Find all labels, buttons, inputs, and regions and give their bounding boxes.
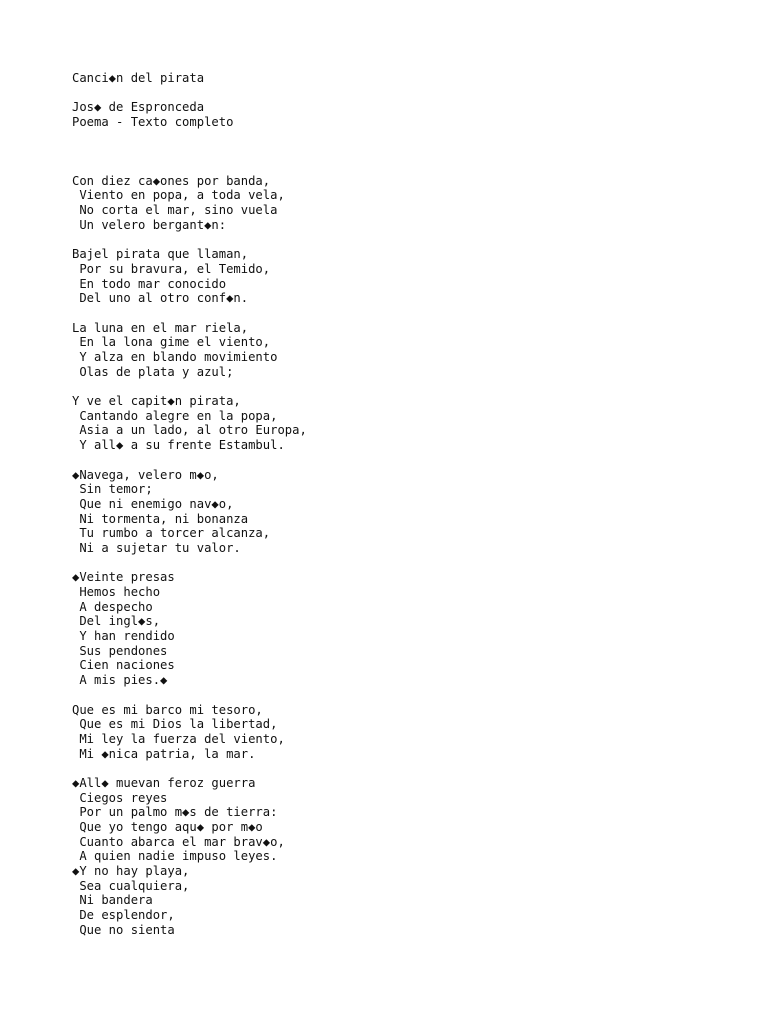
stanza <box>72 570 307 688</box>
verse-line: ◆Navega, velero m◆o, <box>72 467 219 482</box>
verse-line: Cien naciones <box>72 658 175 673</box>
verse-line: Que no sienta <box>72 922 175 937</box>
stanza <box>72 174 307 233</box>
verse-line: Hemos hecho <box>72 585 161 599</box>
verse-line: A quien nadie impuso leyes. <box>72 849 278 864</box>
verse-line: En todo mar conocido <box>72 276 227 291</box>
blank-line <box>72 86 307 101</box>
document-page <box>72 71 307 938</box>
verse-line: Viento en popa, a toda vela, <box>72 188 285 203</box>
stanza <box>72 394 307 453</box>
verse-line: Ni a sujetar tu valor. <box>72 540 241 555</box>
verse-line: Por su bravura, el Temido, <box>72 261 271 276</box>
verse-line: Que ni enemigo nav◆o, <box>72 496 234 511</box>
verse-line: Y all◆ a su frente Estambul. <box>72 438 285 453</box>
verse-line: Con diez ca◆ones por banda, <box>72 173 271 188</box>
verse-line: A despecho <box>72 599 153 614</box>
verse-line: ◆Y no hay playa, <box>72 864 190 879</box>
verse-line: La luna en el mar riela, <box>72 320 249 335</box>
verse-line: Que es mi barco mi tesoro, <box>72 702 263 717</box>
verse-line: Que yo tengo aqu◆ por m◆o <box>72 820 263 834</box>
verse-line: Mi ley la fuerza del viento, <box>72 731 285 746</box>
verse-line: Sus pendones <box>72 643 168 658</box>
verse-line: Tu rumbo a torcer alcanza, <box>72 526 271 541</box>
verse-line: Y ve el capit◆n pirata, <box>72 394 241 409</box>
verse-line: Por un palmo m◆s de tierra: <box>72 805 278 820</box>
verse-line: Ciegos reyes <box>72 790 168 805</box>
stanza <box>72 468 307 556</box>
header-spacer <box>72 130 307 174</box>
verse-line: A mis pies.◆ <box>72 673 168 688</box>
verse-line: Olas de plata y azul; <box>72 364 234 379</box>
verse-line: Del uno al otro conf◆n. <box>72 291 249 306</box>
verse-line: Ni bandera <box>72 893 153 908</box>
verse-line: Del ingl◆s, <box>72 614 161 629</box>
verse-line: Sin temor; <box>72 482 153 497</box>
verse-line: Y alza en blando movimiento <box>72 350 278 364</box>
verse-line: En la lona gime el viento, <box>72 335 271 350</box>
poem-subtitle: Poema - Texto completo <box>72 115 234 130</box>
verse-line: ◆Veinte presas <box>72 570 175 585</box>
stanza <box>72 247 307 306</box>
verse-line: ◆All◆ muevan feroz guerra <box>72 775 256 790</box>
verse-line: Mi ◆nica patria, la mar. <box>72 746 256 761</box>
verse-line: Un velero bergant◆n: <box>72 217 227 232</box>
verse-line: Ni tormenta, ni bonanza <box>72 511 249 526</box>
poem-author: Jos◆ de Espronceda <box>72 100 205 115</box>
poem-title: Canci◆n del pirata <box>72 71 205 85</box>
stanza <box>72 776 307 938</box>
verse-line: Que es mi Dios la libertad, <box>72 717 278 732</box>
verse-line: Y han rendido <box>72 629 175 644</box>
verse-line: No corta el mar, sino vuela <box>72 203 278 218</box>
verse-line: Bajel pirata que llaman, <box>72 247 249 262</box>
verse-line: Asia a un lado, al otro Europa, <box>72 423 307 438</box>
verse-line: Cantando alegre en la popa, <box>72 408 278 423</box>
stanza <box>72 703 307 762</box>
verse-line: Cuanto abarca el mar brav◆o, <box>72 834 285 849</box>
verse-line: De esplendor, <box>72 908 175 923</box>
stanza <box>72 321 307 380</box>
verse-line: Sea cualquiera, <box>72 878 190 893</box>
